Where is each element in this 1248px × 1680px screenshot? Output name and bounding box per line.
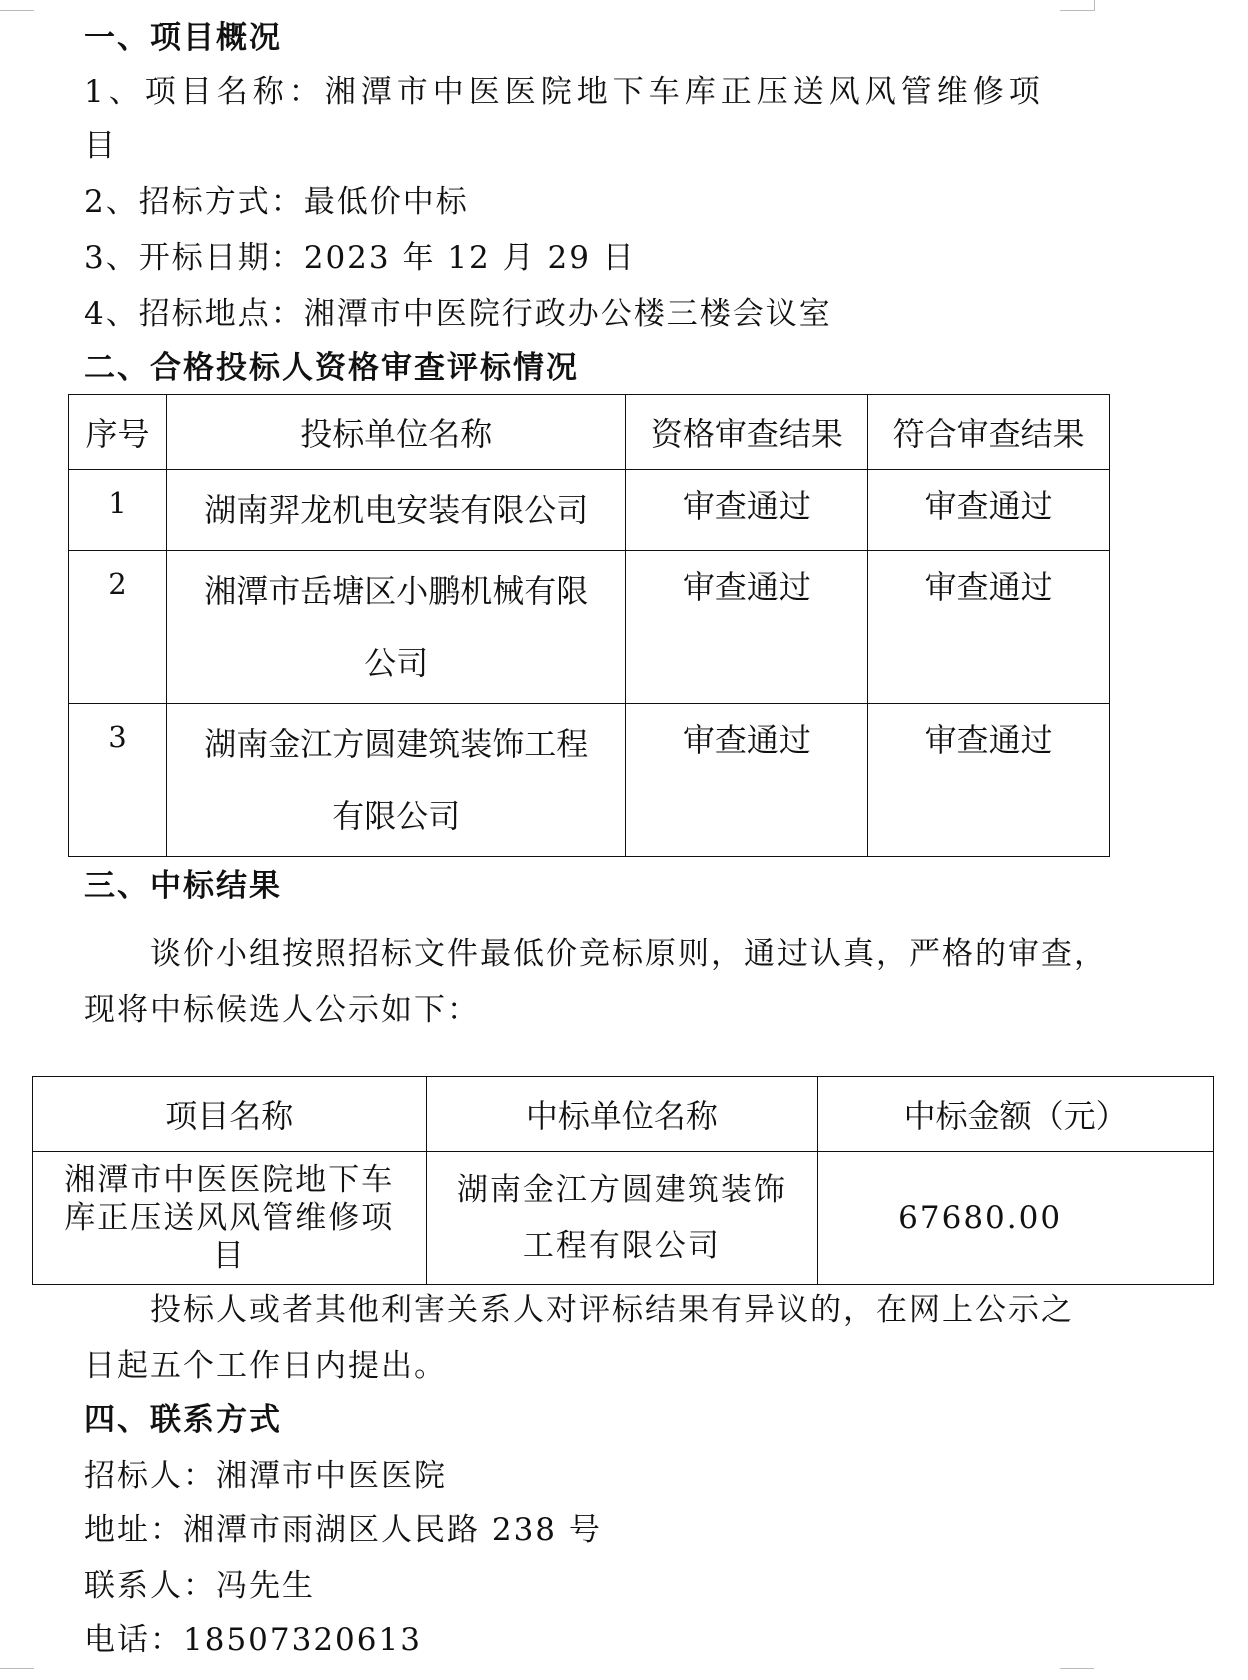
project-name-line-cont: 目: [84, 128, 117, 164]
qualification-result: 审查通过: [626, 704, 868, 857]
bidder-name: [166, 704, 626, 857]
bidder-name-line: 湖南金江方圆建筑装饰工程: [204, 725, 589, 763]
column-header-project: 项目名称: [33, 1077, 427, 1152]
bidder-name: [166, 470, 626, 551]
qualification-result: 审查通过: [626, 551, 868, 704]
bid-date-line: 3、开标日期：2023 年 12 月 29 日: [84, 240, 636, 276]
phone-line: 电话：18507320613: [84, 1622, 422, 1658]
column-header-qualification: 资格审查结果: [626, 395, 868, 470]
conformity-result: 审查通过: [868, 551, 1110, 704]
page-corner-mark: [0, 1668, 34, 1679]
conformity-result: 审查通过: [868, 470, 1110, 551]
table-row: [33, 1152, 1214, 1285]
table-row: [69, 704, 1110, 857]
column-header-index: 序号: [69, 395, 167, 470]
section-heading-overview: 一、项目概况: [84, 20, 282, 56]
bidder-name-line: 公司: [364, 644, 429, 682]
contact-person-line: 联系人：冯先生: [84, 1568, 315, 1604]
project-name-cell: [33, 1152, 427, 1285]
table-header-row: [69, 395, 1110, 470]
award-amount: 67680.00: [818, 1152, 1214, 1285]
column-header-winner: 中标单位名称: [426, 1077, 818, 1152]
objection-note-line-cont: 日起五个工作日内提出。: [84, 1348, 447, 1384]
table-row: [69, 551, 1110, 704]
row-index: 2: [69, 551, 167, 704]
bidder-name-text: 湖南羿龙机电安装有限公司: [204, 491, 589, 529]
qualification-result: 审查通过: [626, 470, 868, 551]
section-heading-qualification: 二、合格投标人资格审查评标情况: [84, 350, 579, 386]
section-heading-result: 三、中标结果: [84, 868, 282, 904]
section-heading-contact: 四、联系方式: [84, 1402, 282, 1438]
award-table: [32, 1076, 1214, 1285]
project-name-line: 湘潭市中医医院地下车: [64, 1162, 395, 1198]
address-line: 地址：湘潭市雨湖区人民路 238 号: [84, 1512, 602, 1548]
page-corner-mark: [1060, 1668, 1094, 1679]
winner-name-cell: [426, 1152, 818, 1285]
page-corner-mark: [1060, 0, 1095, 11]
qualification-table: [68, 394, 1110, 857]
objection-note-line: 投标人或者其他利害关系人对评标结果有异议的，在网上公示之: [150, 1292, 1074, 1328]
winner-name-line: 工程有限公司: [522, 1228, 721, 1264]
tenderer-line: 招标人：湘潭市中医医院: [84, 1458, 447, 1494]
result-intro-line-cont: 现将中标候选人公示如下：: [84, 992, 480, 1028]
column-header-bidder: 投标单位名称: [166, 395, 626, 470]
table-row: [69, 470, 1110, 551]
bidder-name-line: 有限公司: [332, 797, 461, 835]
bid-method-line: 2、招标方式：最低价中标: [84, 184, 469, 220]
page-corner-mark: [0, 0, 34, 11]
table-header-row: [33, 1077, 1214, 1152]
bidder-name: [166, 551, 626, 704]
project-name-line: 库正压送风风管维修项: [64, 1200, 395, 1236]
column-header-conformity: 符合审查结果: [868, 395, 1110, 470]
project-name-line: 目: [212, 1238, 246, 1274]
conformity-result: 审查通过: [868, 704, 1110, 857]
row-index: 1: [69, 470, 167, 551]
winner-name-line: 湖南金江方圆建筑装饰: [456, 1172, 787, 1208]
bid-location-line: 4、招标地点：湘潭市中医院行政办公楼三楼会议室: [84, 296, 832, 332]
result-intro-line: 谈价小组按照招标文件最低价竞标原则，通过认真，严格的审查，: [150, 936, 1107, 972]
column-header-amount: 中标金额（元）: [818, 1077, 1214, 1152]
row-index: 3: [69, 704, 167, 857]
project-name-line: 1、项目名称：湘潭市中医医院地下车库正压送风风管维修项: [84, 74, 1045, 110]
bidder-name-line: 湘潭市岳塘区小鹏机械有限: [204, 572, 589, 610]
